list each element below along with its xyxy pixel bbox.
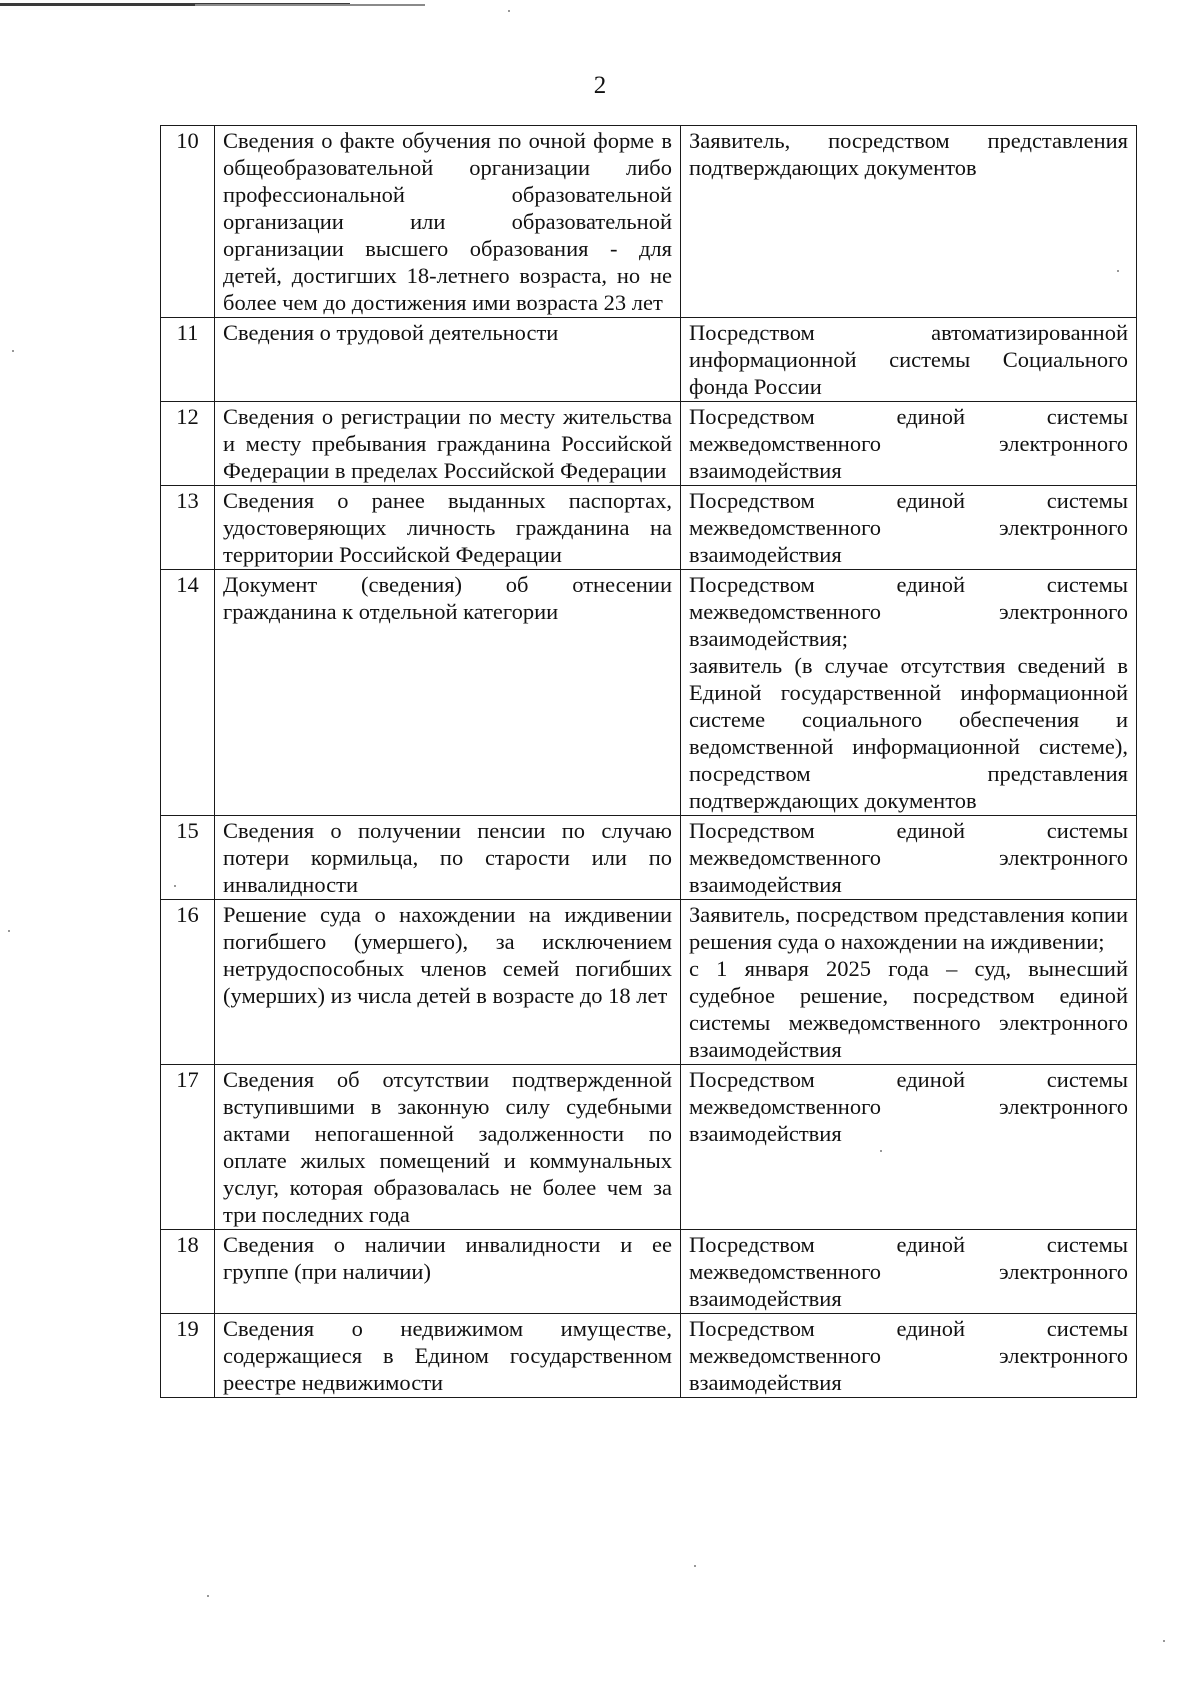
row-number-cell: 13	[161, 486, 215, 570]
scan-speck	[207, 1595, 209, 1597]
page-number: 2	[593, 72, 607, 99]
row-number-cell: 19	[161, 1314, 215, 1398]
table-row	[161, 402, 1137, 486]
row-number-cell: 14	[161, 570, 215, 816]
information-cell: Сведения об отсутствии подтвержденной вступившими в законную силу судебными актами непогашенной задолженности по оплате жилых помещений и коммунальных услуг, которая образовалась не более чем за три последних года	[215, 1065, 681, 1230]
information-cell: Сведения о получении пенсии по случаю потери кормильца, по старости или по инвалидности	[215, 816, 681, 900]
documents-table	[160, 125, 1137, 1398]
source-cell: Посредством автоматизированной информационной системы Социального фонда России	[681, 318, 1137, 402]
information-cell: Сведения о наличии инвалидности и ее группе (при наличии)	[215, 1230, 681, 1314]
information-cell: Сведения о факте обучения по очной форме в общеобразовательной организации либо профессиональной образовательной организации или образовательной организации высшего образования - для детей, достигших 18-летнего возраста, но не более чем до достижения ими возраста 23 лет	[215, 126, 681, 318]
scan-speck	[8, 930, 10, 932]
information-cell: Сведения о трудовой деятельности	[215, 318, 681, 402]
table-row	[161, 816, 1137, 900]
scan-speck	[508, 10, 510, 12]
information-cell: Сведения о недвижимом имуществе, содержащиеся в Едином государственном реестре недвижимости	[215, 1314, 681, 1398]
table-row	[161, 1314, 1137, 1398]
table-row	[161, 900, 1137, 1065]
source-cell: Посредством единой системы межведомственного электронного взаимодействия	[681, 402, 1137, 486]
documents-table-body	[161, 126, 1137, 1398]
row-number-cell: 15	[161, 816, 215, 900]
row-number-cell: 12	[161, 402, 215, 486]
table-row	[161, 570, 1137, 816]
source-cell: Посредством единой системы межведомственного электронного взаимодействия; заявитель (в случае отсутствия сведений в Единой государственной информационной системе социального обеспечения и ведомственной информационной системе), посредством представления подтверждающих документов	[681, 570, 1137, 816]
source-cell: Заявитель, посредством представления подтверждающих документов	[681, 126, 1137, 318]
source-cell: Посредством единой системы межведомственного электронного взаимодействия	[681, 816, 1137, 900]
row-number-cell: 17	[161, 1065, 215, 1230]
information-cell: Документ (сведения) об отнесении гражданина к отдельной категории	[215, 570, 681, 816]
table-row	[161, 486, 1137, 570]
source-cell: Посредством единой системы межведомственного электронного взаимодействия	[681, 1065, 1137, 1230]
information-cell: Решение суда о нахождении на иждивении погибшего (умершего), за исключением нетрудоспособных членов семей погибших (умерших) из числа детей в возрасте до 18 лет	[215, 900, 681, 1065]
information-cell: Сведения о ранее выданных паспортах, удостоверяющих личность гражданина на территории Российской Федерации	[215, 486, 681, 570]
scan-speck	[694, 1565, 696, 1567]
information-cell: Сведения о регистрации по месту жительства и месту пребывания гражданина Российской Федерации в пределах Российской Федерации	[215, 402, 681, 486]
row-number-cell: 18	[161, 1230, 215, 1314]
scan-speck	[1163, 1640, 1165, 1642]
row-number-cell: 11	[161, 318, 215, 402]
source-cell: Посредством единой системы межведомственного электронного взаимодействия	[681, 1314, 1137, 1398]
source-cell: Посредством единой системы межведомственного электронного взаимодействия	[681, 1230, 1137, 1314]
table-row	[161, 126, 1137, 318]
scan-artifact-line	[195, 4, 425, 6]
row-number-cell: 16	[161, 900, 215, 1065]
scan-speck	[12, 350, 14, 352]
table-row	[161, 1230, 1137, 1314]
source-cell: Посредством единой системы межведомственного электронного взаимодействия	[681, 486, 1137, 570]
table-row	[161, 318, 1137, 402]
source-cell: Заявитель, посредством представления копии решения суда о нахождении на иждивении; с 1 января 2025 года – суд, вынесший судебное решение, посредством единой системы межведомственного электронного взаимодействия	[681, 900, 1137, 1065]
table-row	[161, 1065, 1137, 1230]
row-number-cell: 10	[161, 126, 215, 318]
